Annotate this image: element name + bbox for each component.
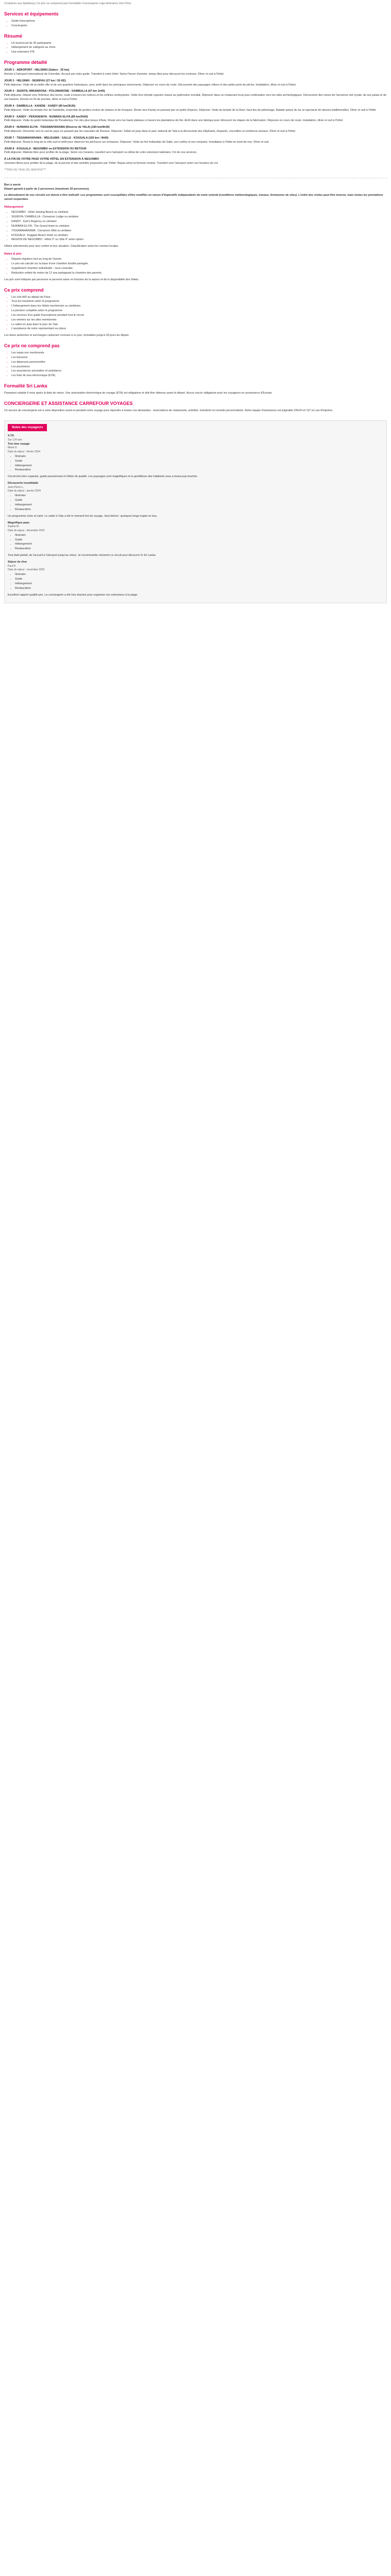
review-date: Date du séjour : décembre 2023 — [8, 529, 45, 532]
day-title: JOUR 3 · SIGRITA, MIRANDONA - POLOMARONE · DAMBULLA (47 km 1h45) — [4, 90, 105, 93]
list-item: • Les services d'un guide francophone pendant tout le circuit — [11, 314, 387, 318]
review-date: Date du séjour : février 2024 — [8, 450, 41, 453]
review — [8, 521, 383, 558]
bottom-spacer — [4, 603, 387, 624]
list-item: • KANDY : Earl's Regency ou similaire — [11, 220, 387, 224]
list-item: • REGION DE NEGOMBO : Hôtel 3* ou Villa 4* selon option — [11, 238, 387, 242]
review-criteria — [8, 494, 383, 512]
list-item: • Itinéraire — [15, 455, 383, 459]
list-item: • Les boissons — [11, 356, 387, 360]
breadcrumb: Croisières aux Spitzberg | Ce prix ne comprend pas Formalités Conciergerie Loge Itinéraires Voir-Chiot — [4, 2, 131, 5]
list-item: • TISSAMAHARAMA : Cinnamon Wild ou similaire — [11, 229, 387, 233]
dates-text: Les prix sont indiqués par personne et peuvent varier en fonction de la saison et de la disponibilité des hôtels. — [4, 278, 139, 281]
list-item: • Départs réguliers tout au long de l'année. — [11, 258, 387, 262]
tax-note: ***PAS DE TAXE DE SERVICE*** — [4, 168, 46, 172]
review-title: Très bon voyage — [8, 442, 30, 446]
price-block-label: Bon à savoir — [4, 183, 21, 187]
extension-title: À LA FIN DE VOTRE PASS VOTRE HÔTEL EN EXTENSION À NEGOMBO — [4, 158, 100, 161]
list-item: • Les assurances annulation et assistance — [11, 369, 387, 374]
list-item: • La pension complète selon le programme — [11, 309, 387, 313]
services-title: Services et équipements — [4, 11, 59, 16]
extension-text: Journées libres pour profiter de la plage, de la piscine et des activités proposées par l'hôtel. Repas selon la formule choisie. Transfert vers l'aéroport selon vos horaires de vol. — [4, 162, 219, 165]
formalities-text: Passeport valable 6 mois après la date de retour. Une autorisation électronique de voyage (ETA) est obligatoire et doit être obtenue avant le départ. Aucun vaccin obligatoire pour les voyageurs en provenance d'Europe. — [4, 392, 273, 395]
list-item: • Restauration — [15, 468, 383, 472]
dates-list — [4, 258, 387, 275]
day-title: JOUR 2 · HELSINKI - SIGRIFAU (27 km / 30 KÉ) — [4, 79, 66, 82]
list-item: • Hébergement — [15, 464, 383, 468]
day-title: JOUR 5 · KANDY - PERADENIYA - NUWARA ELIYA (85 km/3h00) — [4, 115, 88, 118]
list-item: • Conciergerie — [11, 24, 387, 28]
hebergement-note: Hôtels sélectionnés pour leur confort et leur situation. Classification selon les normes locales. — [4, 245, 119, 248]
review-text: Excellent rapport qualité-prix. La conciergerie a été très réactive pour organiser nos extensions à la plage. — [8, 593, 138, 597]
list-item: • Itinéraire — [15, 573, 383, 577]
review-criteria — [8, 573, 383, 590]
list-item: • Les pourboires — [11, 365, 387, 369]
conciergerie-title: CONCIERGERIE ET ASSISTANCE CARREFOUR VOYAGES — [4, 400, 133, 406]
day-title: JOUR 6 · NUWARA ELIYA - TISSAMAHARAMA (Réserve de YALA) (165 km/4h30) — [4, 126, 110, 129]
program-day — [4, 147, 387, 156]
summary-list — [4, 42, 387, 55]
conciergerie-text: Un service de conciergerie est à votre disposition avant et pendant votre voyage pour répondre à toutes vos demandes : réservations de restaurants, activités, transferts et conseils personnalisés. Notre équipe d'assistance est joignable 24h/24 et 7j/7 en cas d'imprévu. — [4, 409, 333, 412]
list-item: • L'assistance de notre représentant sur place — [11, 327, 387, 331]
hebergement-list — [4, 211, 387, 242]
list-item: • Supplément chambre individuelle : nous consulter. — [11, 267, 387, 271]
day-text: Arrivée à l'aéroport international de Colombie. Accueil par votre guide. Transfert à votre hôtel. Selon l'heure d'arrivée, temps libre pour découvrir les environs. Dîner et nuit à l'hôtel. — [4, 72, 224, 76]
review-text: Un programme riche et varié. Le safari à Yala a été le moment fort du voyage. Seul bémol : quelques longs trajets en bus. — [8, 514, 158, 518]
review-author: Marie D. — [8, 446, 18, 450]
list-item: • Guide — [15, 460, 383, 464]
review-title: Séjour de rêve — [8, 560, 27, 564]
list-item: • NEGOMBO : Hôtel Jetwing Beach ou similaire — [11, 211, 387, 215]
day-text: Petit-déjeuner. Visite du jardin botanique de Peradeniya, l'un des plus beaux d'Asie. Route vers les hauts plateaux à travers les plantations de thé. Arrêt dans une fabrique pour découvrir les étapes de la fabrication. Déjeuner en cours de route. Installation, dîner et nuit à l'hôtel. — [4, 119, 344, 123]
review-criteria — [8, 534, 383, 551]
program-notice: Le déroulement de nos circuits est donné à titre indicatif. Les programmes sont susceptibles d'être modifiés en raison d'impératifs indépendants de notre volonté (conditions météorologiques, travaux, fermetures de sites). L'ordre des visites peut être inversé, mais toutes les prestations seront respectées. — [4, 194, 383, 201]
list-item: • Les entrées sur les sites mentionnés — [11, 318, 387, 323]
list-item: • Itinéraire — [15, 534, 383, 538]
list-item: • Restauration — [15, 508, 383, 512]
review-count: Sur 124 avis — [8, 438, 22, 442]
review-date: Date du séjour : janvier 2024 — [8, 489, 41, 493]
program-day — [4, 137, 387, 145]
day-title: JOUR 1 · AÉROPORT - HELSINKI (Gabes · 25 km) — [4, 69, 70, 72]
summary-title: Résumé — [4, 33, 23, 39]
list-item: • Un tour/circuit de 30 participants — [11, 42, 387, 46]
program-day — [4, 115, 387, 124]
program-day — [4, 105, 387, 113]
day-title: JOUR 7 · TISSAMAHARAMA - WELIGAMA - GALLE · KOGGALA (150 km / 4h00) — [4, 136, 109, 140]
day-text: Petit-déjeuner. Descente vers le sud du pays en passant par les cascades de Ravana. Déjeuner. Safari en jeep dans le parc national de Yala à la découverte des éléphants, léopards, crocodiles et nombreux oiseaux. Dîner et nuit à l'hôtel. — [4, 130, 296, 133]
list-item: • Réduction enfant de moins de 12 ans partageant la chambre des parents. — [11, 272, 387, 276]
program-day — [4, 90, 387, 101]
rating-score: 4.7/5 — [8, 434, 14, 438]
review-text: Tout était parfait, de l'accueil à l'aéroport jusqu'au retour. Je recommande vivement ce circuit pour découvrir le Sri Lanka. — [8, 554, 156, 557]
day-text: Petit-déjeuner. Départ vers l'intérieur des terres, route à travers les rizières et les collines verdoyantes. Visite d'un temple rupestre classé au patrimoine mondial. Déjeuner dans un restaurant local puis continuation vers les sites archéologiques. Découverte des ruines de l'ancienne cité royale, de ses palais et de ses bassins. Arrivée en fin de journée, dîner et nuit à l'hôtel. — [4, 94, 386, 101]
day-title: JOUR 4 · DAMBULLA - KANDIE · KANDY (90 km/3h30) — [4, 104, 76, 108]
includes-list — [4, 296, 387, 332]
review — [8, 443, 383, 479]
formalities-title: Formalité Sri Lanka — [4, 383, 47, 389]
program-day — [4, 69, 387, 77]
includes-text: Les taxes aériennes et surcharges carburant connues à ce jour, révisables jusqu'à 30 jours du départ. — [4, 334, 129, 337]
program-day — [4, 79, 387, 88]
page — [0, 0, 391, 624]
review — [8, 482, 383, 518]
list-item: • Itinéraire — [15, 494, 383, 498]
reviews-tab[interactable]: Notes des voyageurs — [8, 424, 47, 432]
list-item: • Hébergement — [15, 543, 383, 547]
review-title: Magnifique pays — [8, 521, 30, 524]
program-title: Programme détaillé — [4, 60, 47, 65]
program-day — [4, 126, 387, 134]
list-item: • Le safari en jeep dans le parc de Yala — [11, 323, 387, 327]
review-criteria — [8, 455, 383, 472]
day-text: Petit-déjeuner. Visite de la vieille ville et de ses quartiers historiques, avec arrêt dans les principaux monuments. Déjeuner en cours de route. Découverte des paysages côtiers et des petits ports de pêche. Installation, dîner et nuit à l'hôtel. — [4, 83, 297, 87]
price-block-text: Départ garanti à partir de 2 personnes (maximum 30 personnes). — [4, 187, 90, 191]
list-item: • Guide — [15, 538, 383, 543]
list-item: • Les repas non mentionnés — [11, 351, 387, 355]
dates-title: Dates & prix — [4, 252, 22, 256]
list-item: • Hébergement — [15, 582, 383, 586]
reviews-box — [4, 420, 387, 604]
list-item: • NUWARA ELIYA : The Grand Hotel ou similaire — [11, 225, 387, 229]
review — [8, 561, 383, 597]
list-item: • Tous les transferts selon le programme — [11, 300, 387, 304]
services-list — [4, 20, 387, 28]
list-item: • Guide francophone — [11, 20, 387, 24]
day-title: JOUR 8 · KOGGALA - NEGOMBO ou EXTENSION OU RETOUR — [4, 147, 87, 150]
list-item: • Les vols A/R au départ de Paris — [11, 296, 387, 300]
list-item: • Le prix est calculé sur la base d'une chambre double partagée. — [11, 262, 387, 266]
list-item: • Les frais de visa électronique (ETA) — [11, 374, 387, 378]
day-text: Petit-déjeuner. Matinée libre pour profiter de la plage. Selon vos horaires, transfert vers l'aéroport ou début de votre extension balnéaire. Fin de nos services. — [4, 151, 198, 155]
list-item: • Les dépenses personnelles — [11, 361, 387, 365]
review-author: Paul R. — [8, 564, 17, 568]
list-item: • Restauration — [15, 547, 383, 551]
review-title: Découverte inoubliable — [8, 482, 39, 485]
excludes-list — [4, 351, 387, 378]
day-text: Petit-déjeuner. Route le long de la côte sud et arrêt pour observer les pêcheurs sur échasses. Déjeuner. Visite du fort hollandais de Galle, ses ruelles et ses remparts. Installation à l'hôtel en bord de mer. Dîner et nuit. — [4, 140, 270, 144]
list-item: • Restauration — [15, 587, 383, 591]
list-item: • Hébergement de catégorie au choix — [11, 46, 387, 50]
review-author: Jean-Pierre L. — [8, 485, 24, 489]
excludes-title: Ce prix ne comprend pas — [4, 343, 60, 349]
list-item: • Guide — [15, 578, 383, 582]
list-item: • KOGGALA : Koggala Beach Hotel ou similaire — [11, 234, 387, 238]
review-date: Date du séjour : novembre 2023 — [8, 568, 45, 572]
includes-title: Ce prix comprend — [4, 287, 44, 293]
hebergement-title: Hébergement — [4, 205, 24, 209]
list-item: • SIGIRIYA / DAMBULLA : Cinnamon Lodge ou similaire — [11, 215, 387, 219]
list-item: • Hébergement — [15, 503, 383, 507]
list-item: • L'hébergement dans les hôtels mentionnés ou similaires — [11, 304, 387, 309]
list-item: • Guide — [15, 499, 383, 503]
day-text: Petit-déjeuner. Visite du temple d'or de Dambulla, ensemble de grottes ornées de statues et de fresques. Route vers Kandy en passant par un jardin d'épices. Déjeuner. Visite du temple de la Dent, haut lieu de pèlerinage. Balade autour du lac et spectacle de danses traditionnelles. Dîner et nuit à l'hôtel. — [4, 108, 377, 112]
list-item: • Une extension 5*À — [11, 50, 387, 55]
review-author: Sophie M. — [8, 525, 20, 529]
review-text: Circuit très bien organisé, guide passionnant et hôtels de qualité. Les paysages sont magnifiques et la gentillesse des habitants nous a beaucoup touchés. — [8, 475, 198, 479]
